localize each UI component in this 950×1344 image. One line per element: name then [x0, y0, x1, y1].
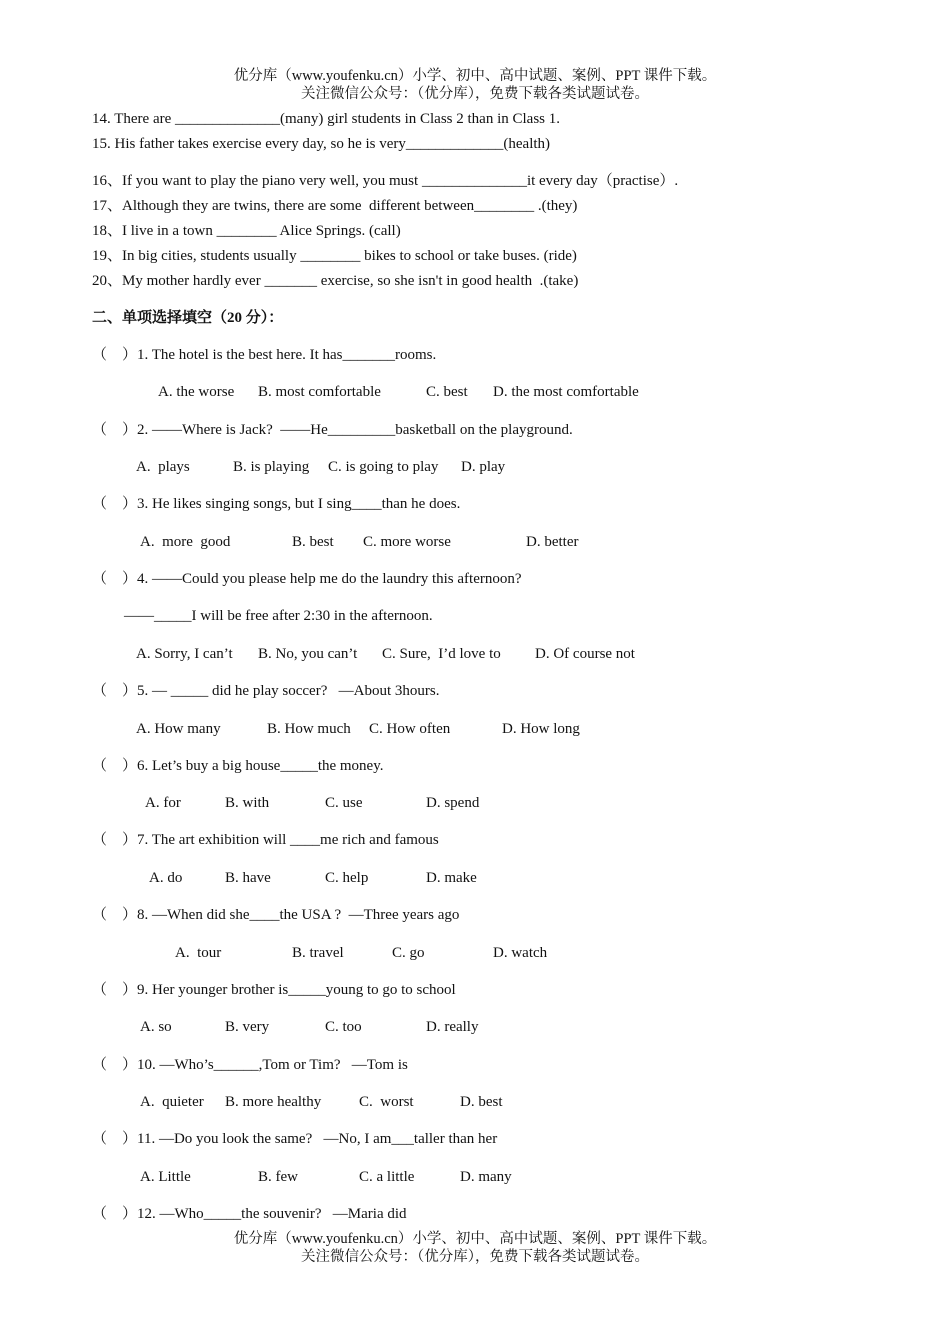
question-9-stem: 9. Her younger brother is_____young to go to school: [137, 982, 456, 998]
answer-paren: （ ）: [92, 571, 138, 587]
answer-paren: （ ）: [92, 347, 138, 363]
question-2-option-b: B. is playing: [233, 459, 310, 475]
fill-blank-item-18: 18、I live in a town ________ Alice Springs. (call): [92, 223, 401, 239]
question-7-option-d: D. make: [426, 870, 477, 886]
question-1-option-b: B. most comfortable: [258, 384, 381, 400]
question-5-stem: 5. — _____ did he play soccer? —About 3hours.: [137, 683, 440, 699]
question-5-option-a: A. How many: [136, 721, 221, 737]
answer-paren: （ ）: [92, 982, 138, 998]
answer-paren: （ ）: [92, 758, 138, 774]
question-2-option-c: C. is going to play: [328, 459, 439, 475]
question-3-option-a: A. more good: [140, 534, 231, 550]
question-4-stem: 4. ——Could you please help me do the laundry this afternoon?: [137, 571, 522, 587]
question-6-option-a: A. for: [145, 795, 181, 811]
answer-paren: （ ）: [92, 422, 138, 438]
question-3-option-d: D. better: [526, 534, 579, 550]
fill-blank-item-17: 17、Although they are twins, there are some different between________ .(they): [92, 198, 578, 214]
fill-blank-item-15: 15. His father takes exercise every day, so he is very_____________(health): [92, 136, 551, 152]
question-3-option-c: C. more worse: [363, 534, 451, 550]
question-1-stem: 1. The hotel is the best here. It has_______rooms.: [137, 347, 437, 363]
question-11-option-d: D. many: [460, 1169, 512, 1185]
question-2-stem: 2. ——Where is Jack? ——He_________basketball on the playground.: [137, 422, 573, 438]
question-9-option-d: D. really: [426, 1019, 479, 1035]
question-6-stem: 6. Let’s buy a big house_____the money.: [137, 758, 384, 774]
question-8-option-c: C. go: [392, 945, 425, 961]
question-5-option-b: B. How much: [267, 721, 351, 737]
answer-paren: （ ）: [92, 1206, 138, 1222]
question-3-option-b: B. best: [292, 534, 334, 550]
answer-paren: （ ）: [92, 683, 138, 699]
question-10-option-b: B. more healthy: [225, 1094, 322, 1110]
fill-blank-item-16: 16、If you want to play the piano very well, you must ______________it every day（practise）.: [92, 173, 679, 189]
question-4-option-b: B. No, you can’t: [258, 646, 358, 662]
fill-blank-item-20: 20、My mother hardly ever _______ exercise, so she isn't in good health .(take): [92, 273, 579, 289]
question-2-option-a: A. plays: [136, 459, 190, 475]
question-11-option-c: C. a little: [359, 1169, 415, 1185]
answer-paren: （ ）: [92, 496, 138, 512]
question-9-option-b: B. very: [225, 1019, 270, 1035]
question-10-stem: 10. —Who’s______,Tom or Tim? —Tom is: [137, 1057, 408, 1073]
question-8-option-a: A. tour: [175, 945, 222, 961]
question-5-option-d: D. How long: [502, 721, 580, 737]
question-4-reply: ——_____I will be free after 2:30 in the afternoon.: [124, 608, 433, 624]
question-9-option-a: A. so: [140, 1019, 172, 1035]
answer-paren: （ ）: [92, 907, 138, 923]
question-7-option-a: A. do: [149, 870, 183, 886]
question-2-option-d: D. play: [461, 459, 506, 475]
question-1-option-c: C. best: [426, 384, 468, 400]
page-footer-line1: 优分库（www.youfenku.cn）小学、初中、高中试题、案例、PPT 课件下载。: [233, 1231, 717, 1247]
page-header-line2: 关注微信公众号：（优分库），免费下载各类试题试卷。: [301, 86, 649, 102]
question-1-option-a: A. the worse: [158, 384, 235, 400]
question-7-stem: 7. The art exhibition will ____me rich and famous: [137, 832, 439, 848]
question-3-stem: 3. He likes singing songs, but I sing____than he does.: [137, 496, 461, 512]
question-4-option-a: A. Sorry, I can’t: [136, 646, 233, 662]
question-11-option-a: A. Little: [140, 1169, 191, 1185]
question-1-option-d: D. the most comfortable: [493, 384, 639, 400]
question-4-option-d: D. Of course not: [535, 646, 635, 662]
question-8-stem: 8. —When did she____the USA ? —Three years ago: [137, 907, 460, 923]
question-8-option-b: B. travel: [292, 945, 344, 961]
question-7-option-c: C. help: [325, 870, 369, 886]
question-5-option-c: C. How often: [369, 721, 451, 737]
question-8-option-d: D. watch: [493, 945, 548, 961]
page-footer-line2: 关注微信公众号：（优分库），免费下载各类试题试卷。: [301, 1249, 649, 1265]
question-10-option-a: A. quieter: [140, 1094, 204, 1110]
fill-blank-item-14: 14. There are ______________(many) girl students in Class 2 than in Class 1.: [92, 111, 560, 127]
question-7-option-b: B. have: [225, 870, 271, 886]
question-12-stem: 12. —Who_____the souvenir? —Maria did: [137, 1206, 407, 1222]
question-4-option-c: C. Sure, I’d love to: [382, 646, 501, 662]
answer-paren: （ ）: [92, 1131, 138, 1147]
question-6-option-d: D. spend: [426, 795, 480, 811]
answer-paren: （ ）: [92, 1057, 138, 1073]
question-10-option-c: C. worst: [359, 1094, 414, 1110]
section-title-single-choice: 二、单项选择填空（20 分）：: [92, 310, 284, 326]
fill-blank-item-19: 19、In big cities, students usually ________ bikes to school or take buses. (ride): [92, 248, 577, 264]
question-10-option-d: D. best: [460, 1094, 503, 1110]
question-11-option-b: B. few: [258, 1169, 298, 1185]
question-6-option-c: C. use: [325, 795, 363, 811]
question-11-stem: 11. —Do you look the same? —No, I am___taller than her: [137, 1131, 498, 1147]
question-6-option-b: B. with: [225, 795, 270, 811]
answer-paren: （ ）: [92, 832, 138, 848]
page-header-line1: 优分库（www.youfenku.cn）小学、初中、高中试题、案例、PPT 课件下载。: [233, 68, 717, 84]
question-9-option-c: C. too: [325, 1019, 362, 1035]
